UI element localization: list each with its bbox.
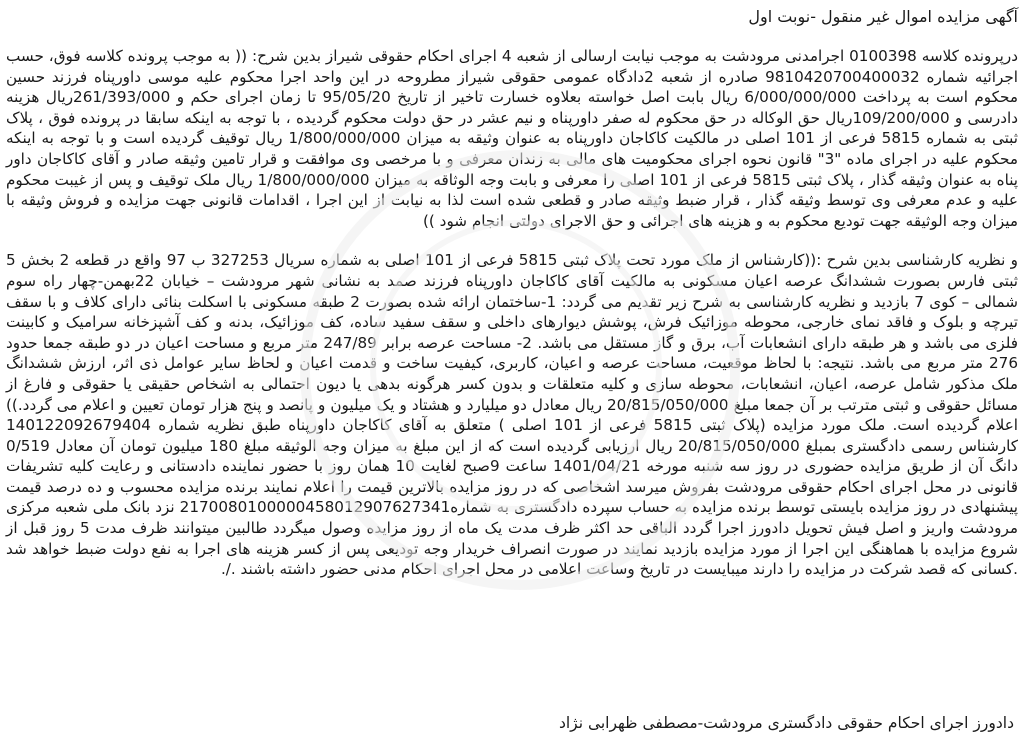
notice-title: آگهی مزایده اموال غیر منقول -نوبت اول: [748, 7, 1018, 26]
notice-paragraph-case-details: درپرونده کلاسه 0100398 اجرامدنی مرودشت به موجب نیابت ارسالی از شعبه 4 اجرای احکام حقوقی شیراز بدین شرح: (( به موجب پرونده کلاسه فوق، حسب اجرائیه شماره 9810420700400032 صادره از شعبه 2دادگاه عمومی حقوقی شیراز مطروحه در این واحد اجرا محکوم علیه موسی داورپناه فرزند حسین محکوم است به پرداخت 6/000/000/000 ریال بابت اصل خواسته بعلاوه خسارت تاخیر از تاریخ 95/05/20 تا زمان اجرای حکم و 261/393/000ریال هزینه دادرسی و 109/200/000ریال حق الوکاله در حق محکوم له صفر داورپناه و نیم عشر در حق دولت محکوم گردیده ، با توجه به اینکه سابقا در پرونده فوق ، پلاک ثبتی به شماره 5815 فرعی از 101 اصلی در مالکیت کاکاجان داورپناه به عنوان وثیقه به میزان 1/800/000/000 ریال توقیف گردیده است و با توجه به اینکه محکوم علیه در اجرای ماده "3" قانون نحوه اجرای محکومیت های مالی به زندان معرفی و با مرخصی وی موافقت و قرار تامین وثیقه صادر و آقای کاکاجان داور پناه به عنوان وثیقه گذار ، پلاک ثبتی 5815 فرعی از 101 اصلی را معرفی و بابت وجه الوثاقه به میزان 1/800/000/000 ریال ملک توقیف و پس از غیبت محکوم علیه و عدم معرفی وی توسط وثیقه گذار ، قرار ضبط وثیقه صادر و قطعی شده است لذا به نیابت از این اجرا ، اقدامات قانونی جهت مزایده و فروش وثیقه با میزان وجه الوثیقه جهت تودیع محکوم به و هزینه های اجرائی و حق الاجرای دولتی انجام شود )): [6, 47, 1019, 230]
notice-signature: دادورز اجرای احکام حقوقی دادگستری مرودشت-مصطفی ظهرابی نژاد: [558, 714, 1014, 732]
notice-paragraph-expert-opinion: و نظریه کارشناسی بدین شرح :((کارشناس از ملک مورد تحت پلاک ثبتی 5815 فرعی از 101 اصلی به شماره سریال 327253 ب 97 واقع در قطعه 2 بخش 5 ثبتی فارس بصورت ششدانگ عرصه اعیان مسکونی به مالکیت آقای کاکاجان داورپناه فرزند صمد به نشانی شهر مرودشت – خیابان 22بهمن-چهار راه سوم شمالی – کوی 7 بازدید و نظریه کارشناسی به شرح زیر تقدیم می گردد: 1-ساختمان ارائه شده بصورت 2 طبقه مسکونی با اسکلت بنائی دارای کلاف و با سقف تیرچه و بلوک و فاقد نمای خارجی، محوطه موزائیک فرش، پوشش دیوارهای داخلی و سقف سفید ساده، کف موزائیک، بدنه و کف آشپزخانه سرامیک و کابینت فلزی می باشد و هر طبقه دارای انشعابات آب، برق و گاز مستقل می باشد. 2- مساحت عرصه برابر 247/89 متر مربع و مساحت اعیان در دو طبقه جمعا حدود 276 متر مربع می باشد. نتیجه: با لحاظ موقعیت، مساحت عرصه و اعیان، کاربری، کیفیت ساخت و قدمت اعیان و لحاظ سایر عوامل ذی اثر، ارزش ششدانگ ملک مذکور شامل عرصه، اعیان، انشعابات، محوطه سازی و کلیه متعلقات و بدون کسر هرگونه بدهی یا دیون احتمالی به اشخاص حقیقی یا حقوقی و فارغ از مسائل حقوقی و ثبتی مترتب بر آن جمعا مبلغ 20/815/050/000 ریال معادل دو میلیارد و هشتاد و یک میلیون و پانصد و پنج هزار تومان تعیین و اعلام می گردد.)) اعلام گردیده است. ملک مورد مزایده (پلاک ثبتی 5815 فرعی از 101 اصلی ) متعلق به آقای کاکاجان داورپناه طبق نظریه شماره 140122092679404 کارشناس رسمی دادگستری بمبلغ 20/815/050/000 ریال ارزیابی گردیده است که از این مبلغ به میزان وجه الوثیقه مبلغ 180 میلیون تومان آن معادل 0/519 دانگ آن از طریق مزایده حضوری در روز سه شنبه مورخه 1401/04/21 ساعت 9صبح لغایت 10 همان روز با حضور نماینده دادستانی و رعایت کلیه تشریفات قانونی در محل اجرای احکام حقوقی مرودشت بفروش میرسد اشخاصی که در روز مزایده بالاترین قیمت را اعلام نمایند برنده مزایده محسوب و ده درصد قیمت پیشنهادی در روز مزایده بایستی توسط برنده مزایده به حساب سپرده دادگستری به شماره2170080100000458012907627341 نزد بانک ملی شعبه مرکزی مرودشت واریز و اصل فیش تحویل دادورز اجرا گردد الباقی حد اکثر ظرف مدت یک ماه از روز مزایده وصول میگردد طالبین میتوانند ظرف مدت 5 روز قبل از شروع مزایده با هماهنگی این اجرا از مورد مزایده بازدید نمایند در صورت انصراف خریدار وجه تودیعی پس از کسر هزینه های اجرا به نفع دولت ضبط خواهد شد .کسانی که قصد شرکت در مزایده را دارند میبایست در تاریخ وساعت اعلامی در محل اجرای احکام مدنی حضور داشته باشند ./.: [6, 251, 1019, 579]
